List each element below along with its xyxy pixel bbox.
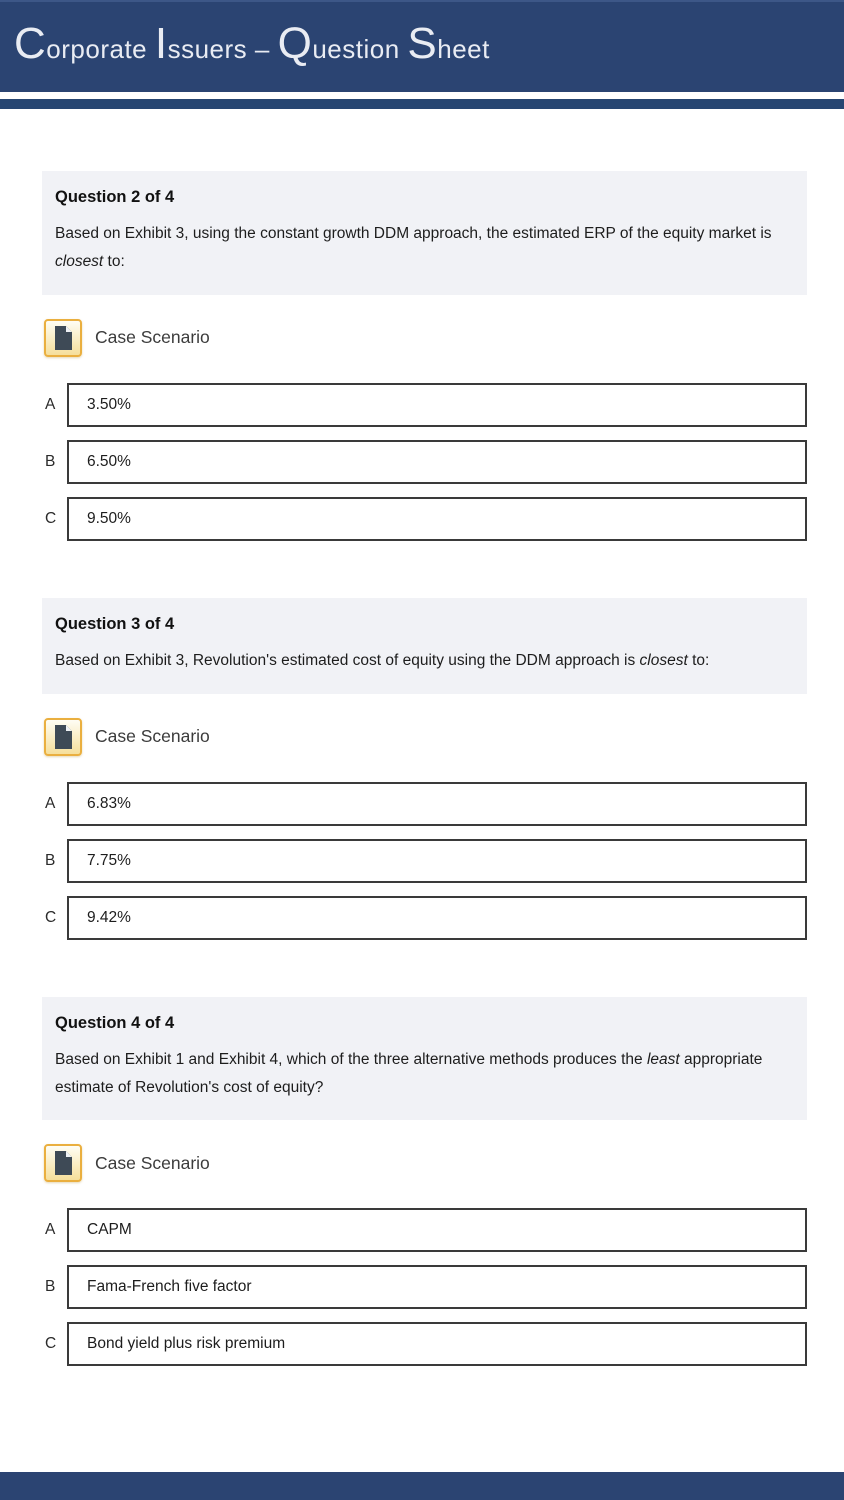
answer-option-row (42, 839, 807, 883)
title-initial: I (154, 19, 168, 68)
option-letter: B (45, 1278, 56, 1296)
question-sheet (0, 109, 844, 1366)
case-scenario-button[interactable] (44, 718, 82, 756)
question-text-part: to: (103, 252, 125, 270)
title-initial: Q (277, 19, 313, 68)
answer-option-row (42, 782, 807, 826)
question-emphasis: least (646, 1050, 680, 1068)
answer-option-row (42, 1265, 807, 1309)
question-section-3 (42, 598, 807, 940)
answer-option-row (42, 383, 807, 427)
question-number: Question 3 of 4 (55, 614, 175, 633)
answer-option-row (42, 440, 807, 484)
answer-option-row (42, 497, 807, 541)
question-block (42, 598, 807, 694)
case-scenario-button[interactable] (44, 319, 82, 357)
question-emphasis: closest (639, 651, 688, 669)
page-header (0, 0, 844, 92)
option-text: 6.83% (87, 794, 131, 812)
option-letter: C (45, 1335, 57, 1353)
option-text: 6.50% (87, 452, 131, 470)
answer-option-a[interactable] (67, 1208, 807, 1252)
title-text: ssuers – (167, 34, 278, 64)
option-text: 3.50% (87, 395, 131, 413)
answer-option-c[interactable] (67, 497, 807, 541)
answer-option-c[interactable] (67, 896, 807, 940)
answer-option-row (42, 1208, 807, 1252)
header-stripe (0, 99, 844, 109)
document-icon (52, 1150, 74, 1176)
question-section-4 (42, 997, 807, 1367)
question-text-part: appropriate estimate of Revolution's cost of equity? (55, 1050, 763, 1096)
question-text (55, 647, 793, 675)
case-scenario-label: Case Scenario (95, 1152, 210, 1173)
answer-option-b[interactable] (67, 1265, 807, 1309)
answer-option-a[interactable] (67, 782, 807, 826)
case-scenario-label: Case Scenario (95, 327, 210, 348)
title-text: uestion (312, 34, 408, 64)
option-letter: C (45, 908, 57, 926)
option-letter: A (45, 1221, 56, 1239)
case-scenario-link[interactable] (44, 319, 210, 357)
case-scenario-link[interactable] (44, 1144, 210, 1182)
option-letter: A (45, 794, 56, 812)
answer-options (42, 383, 807, 541)
option-text: CAPM (87, 1221, 132, 1239)
document-icon (52, 724, 74, 750)
answer-option-b[interactable] (67, 440, 807, 484)
option-letter: C (45, 509, 57, 527)
case-scenario-link[interactable] (44, 718, 210, 756)
answer-option-row (42, 896, 807, 940)
question-number: Question 4 of 4 (55, 1013, 175, 1032)
option-text: Bond yield plus risk premium (87, 1335, 286, 1353)
question-text (55, 220, 793, 276)
option-text: Fama-French five factor (87, 1278, 252, 1296)
question-block (42, 171, 807, 295)
title-text: heet (437, 34, 490, 64)
answer-option-row (42, 1322, 807, 1366)
option-text: 9.50% (87, 509, 131, 527)
title-initial: S (407, 19, 438, 68)
question-number: Question 2 of 4 (55, 188, 175, 206)
option-text: 9.42% (87, 908, 131, 926)
question-text-part: Based on Exhibit 3, using the constant growth DDM approach, the estimated ERP of the equity market is (55, 225, 772, 242)
answer-options (42, 782, 807, 940)
title-text: orporate (46, 34, 155, 64)
option-letter: B (45, 452, 56, 470)
answer-option-a[interactable] (67, 383, 807, 427)
header-gap (0, 92, 844, 99)
case-scenario-button[interactable] (44, 1144, 82, 1182)
question-emphasis: closest (55, 252, 104, 270)
question-text (55, 1046, 793, 1102)
question-text-part: Based on Exhibit 1 and Exhibit 4, which of the three alternative methods produces the (55, 1050, 647, 1068)
title-initial: C (14, 19, 47, 68)
option-letter: B (45, 851, 56, 869)
case-scenario-label: Case Scenario (95, 726, 210, 747)
footer-bar (0, 1472, 844, 1500)
answer-options (42, 1208, 807, 1366)
document-icon (52, 325, 74, 351)
option-text: 7.75% (87, 851, 131, 869)
question-block (42, 997, 807, 1121)
answer-option-c[interactable] (67, 1322, 807, 1366)
question-text-part: to: (687, 651, 710, 669)
answer-option-b[interactable] (67, 839, 807, 883)
page-title (14, 19, 490, 69)
option-letter: A (45, 395, 56, 413)
question-section-2 (42, 171, 807, 541)
question-text-part: Based on Exhibit 3, Revolution's estimated cost of equity using the DDM approach is (55, 651, 640, 669)
